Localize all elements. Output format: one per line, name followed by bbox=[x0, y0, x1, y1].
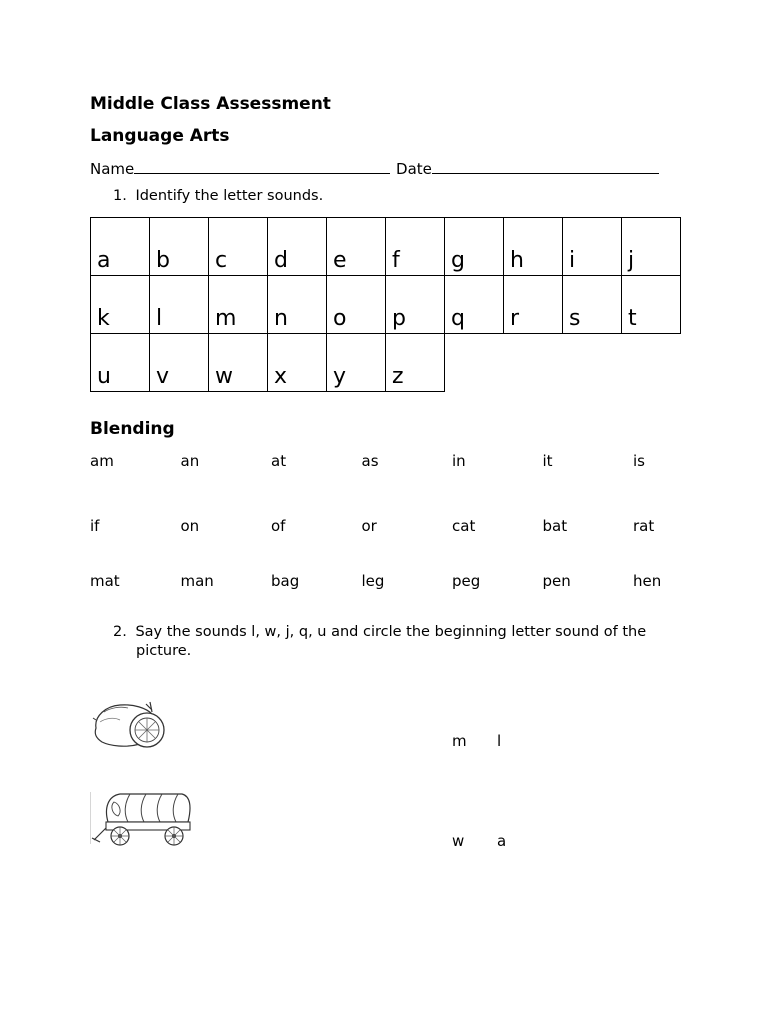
empty-cell bbox=[563, 334, 622, 392]
blend-word: bat bbox=[542, 517, 568, 535]
letter-label: f bbox=[392, 248, 400, 273]
letter-cell bbox=[622, 218, 681, 276]
blend-word: is bbox=[633, 452, 645, 470]
letter-label: p bbox=[392, 306, 406, 331]
blend-word: peg bbox=[452, 572, 481, 590]
choice-letter[interactable]: a bbox=[497, 832, 507, 850]
letter-label: j bbox=[628, 248, 635, 273]
wagon-icon bbox=[90, 790, 194, 848]
letter-cell bbox=[327, 218, 386, 276]
letter-cell bbox=[563, 218, 622, 276]
letter-row bbox=[91, 334, 681, 392]
blend-word: man bbox=[180, 572, 214, 590]
letter-label: x bbox=[274, 364, 288, 389]
question-2 bbox=[113, 624, 646, 640]
letter-label: v bbox=[156, 364, 170, 389]
blend-word: rat bbox=[633, 517, 655, 535]
letter-cell bbox=[563, 276, 622, 334]
letter-cell bbox=[91, 334, 150, 392]
letter-cell bbox=[209, 218, 268, 276]
letter-label: q bbox=[451, 306, 465, 331]
letter-cell bbox=[327, 334, 386, 392]
letter-label: t bbox=[628, 306, 637, 331]
blend-word: or bbox=[361, 517, 377, 535]
letter-cell bbox=[504, 276, 563, 334]
letter-cell bbox=[386, 218, 445, 276]
letter-label: z bbox=[392, 364, 404, 389]
letter-cell bbox=[209, 276, 268, 334]
blend-word: of bbox=[271, 517, 286, 535]
letter-cell bbox=[445, 276, 504, 334]
letter-label: i bbox=[569, 248, 576, 273]
blend-word: hen bbox=[633, 572, 662, 590]
letter-cell bbox=[386, 276, 445, 334]
letter-cell bbox=[268, 276, 327, 334]
letter-label: l bbox=[156, 306, 163, 331]
lemon-icon bbox=[90, 698, 172, 750]
letter-label: g bbox=[451, 248, 465, 273]
blend-word: cat bbox=[452, 517, 476, 535]
letter-label: h bbox=[510, 248, 524, 273]
blend-word: if bbox=[90, 517, 100, 535]
blend-word: an bbox=[180, 452, 200, 470]
letter-label: r bbox=[510, 306, 520, 331]
letter-cell bbox=[268, 218, 327, 276]
name-label: Name bbox=[90, 160, 135, 178]
letter-row bbox=[91, 276, 681, 334]
choice-letter[interactable]: w bbox=[452, 832, 465, 850]
letter-label: y bbox=[333, 364, 347, 389]
blend-word: as bbox=[361, 452, 379, 470]
letter-label: o bbox=[333, 306, 347, 331]
date-field[interactable] bbox=[432, 159, 659, 174]
blend-word: at bbox=[271, 452, 287, 470]
question-text: Identify the letter sounds. bbox=[135, 188, 324, 204]
letter-label: m bbox=[215, 306, 237, 331]
letter-label: s bbox=[569, 306, 581, 331]
question-number: 1. bbox=[113, 188, 127, 204]
letter-cell bbox=[150, 334, 209, 392]
blend-word: leg bbox=[361, 572, 385, 590]
subject-heading: Language Arts bbox=[90, 126, 230, 146]
blend-word: pen bbox=[542, 572, 571, 590]
letter-cell bbox=[91, 276, 150, 334]
question-number: 2. bbox=[113, 624, 127, 640]
letter-grid bbox=[90, 217, 681, 392]
letter-label: e bbox=[333, 248, 347, 273]
letter-cell bbox=[504, 218, 563, 276]
letter-label: u bbox=[97, 364, 111, 389]
page-title: Middle Class Assessment bbox=[90, 94, 331, 114]
letter-label: k bbox=[97, 306, 110, 331]
blend-word: on bbox=[180, 517, 200, 535]
blend-word: bag bbox=[271, 572, 300, 590]
question-2-continuation: picture. bbox=[136, 643, 192, 659]
letter-cell bbox=[91, 218, 150, 276]
empty-cell bbox=[622, 334, 681, 392]
blend-word: am bbox=[90, 452, 114, 470]
letter-label: n bbox=[274, 306, 288, 331]
letter-label: a bbox=[97, 248, 111, 273]
letter-cell bbox=[150, 218, 209, 276]
empty-cell bbox=[445, 334, 504, 392]
letter-label: d bbox=[274, 248, 288, 273]
letter-cell bbox=[386, 334, 445, 392]
date-label: Date bbox=[396, 160, 432, 178]
question-1 bbox=[113, 188, 323, 204]
letter-label: b bbox=[156, 248, 170, 273]
letter-cell bbox=[445, 218, 504, 276]
question-text: Say the sounds l, w, j, q, u and circle the beginning letter sound of the bbox=[135, 624, 647, 640]
letter-cell bbox=[327, 276, 386, 334]
name-date-row bbox=[90, 159, 659, 178]
letter-cell bbox=[268, 334, 327, 392]
choice-letter[interactable]: m bbox=[452, 732, 467, 750]
letter-cell bbox=[209, 334, 268, 392]
letter-cell bbox=[622, 276, 681, 334]
name-field[interactable] bbox=[134, 159, 390, 174]
blend-word: it bbox=[542, 452, 553, 470]
letter-label: c bbox=[215, 248, 228, 273]
choice-letter[interactable]: l bbox=[497, 732, 502, 750]
letter-label: w bbox=[215, 364, 233, 389]
blend-word: in bbox=[452, 452, 466, 470]
blending-heading: Blending bbox=[90, 419, 175, 439]
letter-cell bbox=[150, 276, 209, 334]
empty-cell bbox=[504, 334, 563, 392]
letter-row bbox=[91, 218, 681, 276]
blend-word: mat bbox=[90, 572, 120, 590]
